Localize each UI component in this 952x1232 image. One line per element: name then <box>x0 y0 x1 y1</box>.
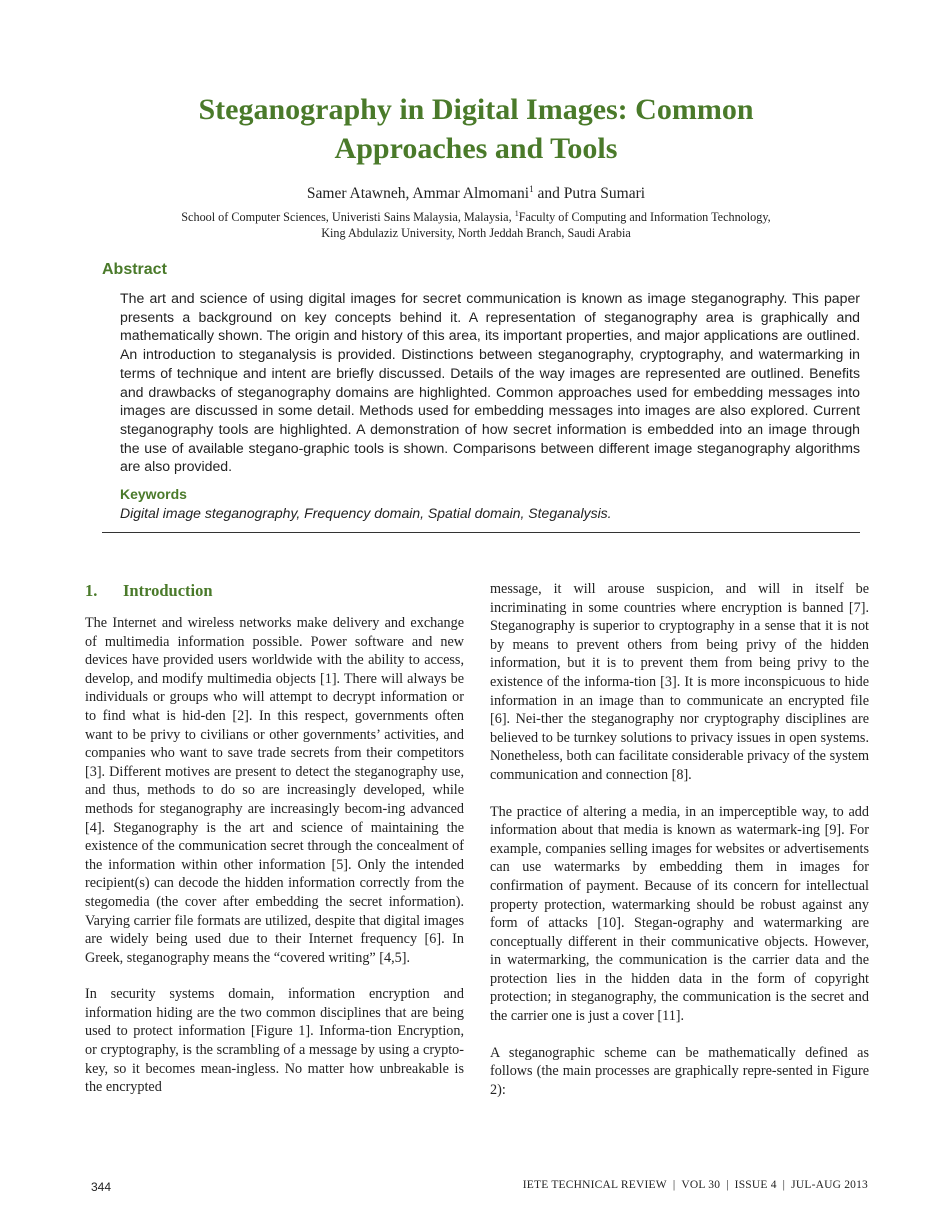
journal-date: JUL-AUG 2013 <box>791 1179 868 1191</box>
page-number: 344 <box>91 1180 112 1194</box>
affiliation-marker: 1 <box>514 209 519 218</box>
affiliation-part-b: Faculty of Computing and Information Technology, <box>518 210 771 225</box>
journal-name: IETE TECHNICAL REVIEW <box>522 1179 667 1191</box>
section-title: Introduction <box>123 581 213 600</box>
affiliation-line-2: King Abdulaziz University, North Jeddah Branch, Saudi Arabia <box>321 226 631 241</box>
section-heading <box>85 580 464 602</box>
journal-issue: ISSUE 4 <box>734 1179 777 1191</box>
paragraph-3: message, it will arouse suspicion, and will in itself be incriminating in some countries where encryption is banned [7]. Steganography is superior to cryptography in a sense that it is not by means to prevent others from being privy of the hidden information, but it is to prevent them from being privy to the existence of the informa-tion [3]. It is more inconspicuous to hide information in an image than to communicate an encrypted file [6]. Nei-ther the steganography nor cryptography disciplines are believed to be turnkey solutions to privacy issues in open systems. Nonetheless, both can facilitate considerable privacy of the system communication and connection [8]. <box>490 581 869 783</box>
author-names-a: Samer Atawneh, Ammar Almomani <box>306 185 530 203</box>
author-affil-marker: 1 <box>529 184 534 194</box>
author-names-b: and Putra Sumari <box>533 185 646 203</box>
affiliation <box>100 206 852 241</box>
left-column <box>85 580 464 1097</box>
paragraph-4: The practice of altering a media, in an imperceptible way, to add information about that media is known as watermark-ing [9]. For example, companies selling images for websites or advertisements can use watermarks by embedding them in images for confirmation of payment. Because of its concern for intellectual property protection, watermarking should be robust against any form of attacks [10]. Stegan-ography and watermarking are conceptually different in their communicative objects. However, in watermarking, the communication is the carrier data and the protection lies in the hidden data in the form of copyright protection; in steganography, the communication is the secret and the carrier one is just a cover [11]. <box>490 803 869 1025</box>
right-column <box>490 580 869 1099</box>
footer-separator: | <box>672 1179 676 1191</box>
footer-separator: | <box>726 1179 729 1191</box>
authors <box>100 179 852 204</box>
affiliation-line-1 <box>100 206 852 225</box>
affiliation-part-a: School of Computer Sciences, Univeristi Sains Malaysia, Malaysia, <box>181 210 515 225</box>
abstract-heading: Abstract <box>102 261 167 278</box>
paragraph-2: In security systems domain, information encryption and information hiding are the two common disciplines that are being used to protect information [Figure 1]. Informa-tion Encryption, or cryptography, is the scrambling of a message by using a crypto-key, so it becomes mean-ingless. No matter how unbreakable is the encrypted <box>85 986 464 1096</box>
journal-footer <box>523 1179 868 1191</box>
keywords-text: Digital image steganography, Frequency domain, Spatial domain, Steganalysis. <box>120 505 612 521</box>
abstract-text: The art and science of using digital images for secret communication is known as image steganography. This paper presents a background on key concepts behind it. A representation of steganography area is graphically and mathematically shown. The origin and history of this area, its important properties, and major applications are outlined. An introduction to steganalysis is provided. Distinctions between steganography, cryptography, and watermarking in terms of technique and intent are briefly discussed. Details of the way images are represented are outlined. Benefits and drawbacks of steganography domains are highlighted. Common approaches used for embedding messages into images are discussed in some detail. Methods used for embedding messages into images are also explored. Current steganography tools are highlighted. A demonstration of how secret information is embedded into an image through the use of available stegano-graphic tools is shown. Comparisons between different image steganography algorithms are also provided. <box>120 290 860 475</box>
paragraph-1: The Internet and wireless networks make delivery and exchange of multimedia information possible. Power software and new devices have provided users worldwide with the ability to access, develop, and modify multimedia objects [1]. There will always be individuals or groups who will attempt to decrypt information or to find what is hid-den [2]. In this respect, governments often want to be privy to civilians or other governments’ activities, and companies who want to save trade secrets from their competitors [3]. Different motives are present to detect the steganography use, and thus, methods to do so are increasingly developed, while methods for steganography are increasingly becom-ing advanced [4]. Steganography is the art and science of maintaining the existence of the communication secret through the concealment of the information within other information [5]. Only the intended recipient(s) can decode the hidden information correctly from the stegomedia (the cover after embedding the secret information). Varying carrier file formats are utilized, despite that digital images are widely being used due to their Internet frequency [6]. In Greek, steganography means the “covered writing” [4,5]. <box>85 615 464 966</box>
journal-volume: VOL 30 <box>681 1179 721 1191</box>
paper-title: Steganography in Digital Images: Common Approaches and Tools <box>198 93 754 165</box>
footer-separator: | <box>782 1179 786 1191</box>
paragraph-5: A steganographic scheme can be mathematically defined as follows (the main processes are graphically repre-sented in Figure 2): <box>490 1044 869 1098</box>
keywords-heading: Keywords <box>120 486 187 502</box>
abstract-divider <box>102 532 860 533</box>
section-number: 1. <box>85 581 98 600</box>
